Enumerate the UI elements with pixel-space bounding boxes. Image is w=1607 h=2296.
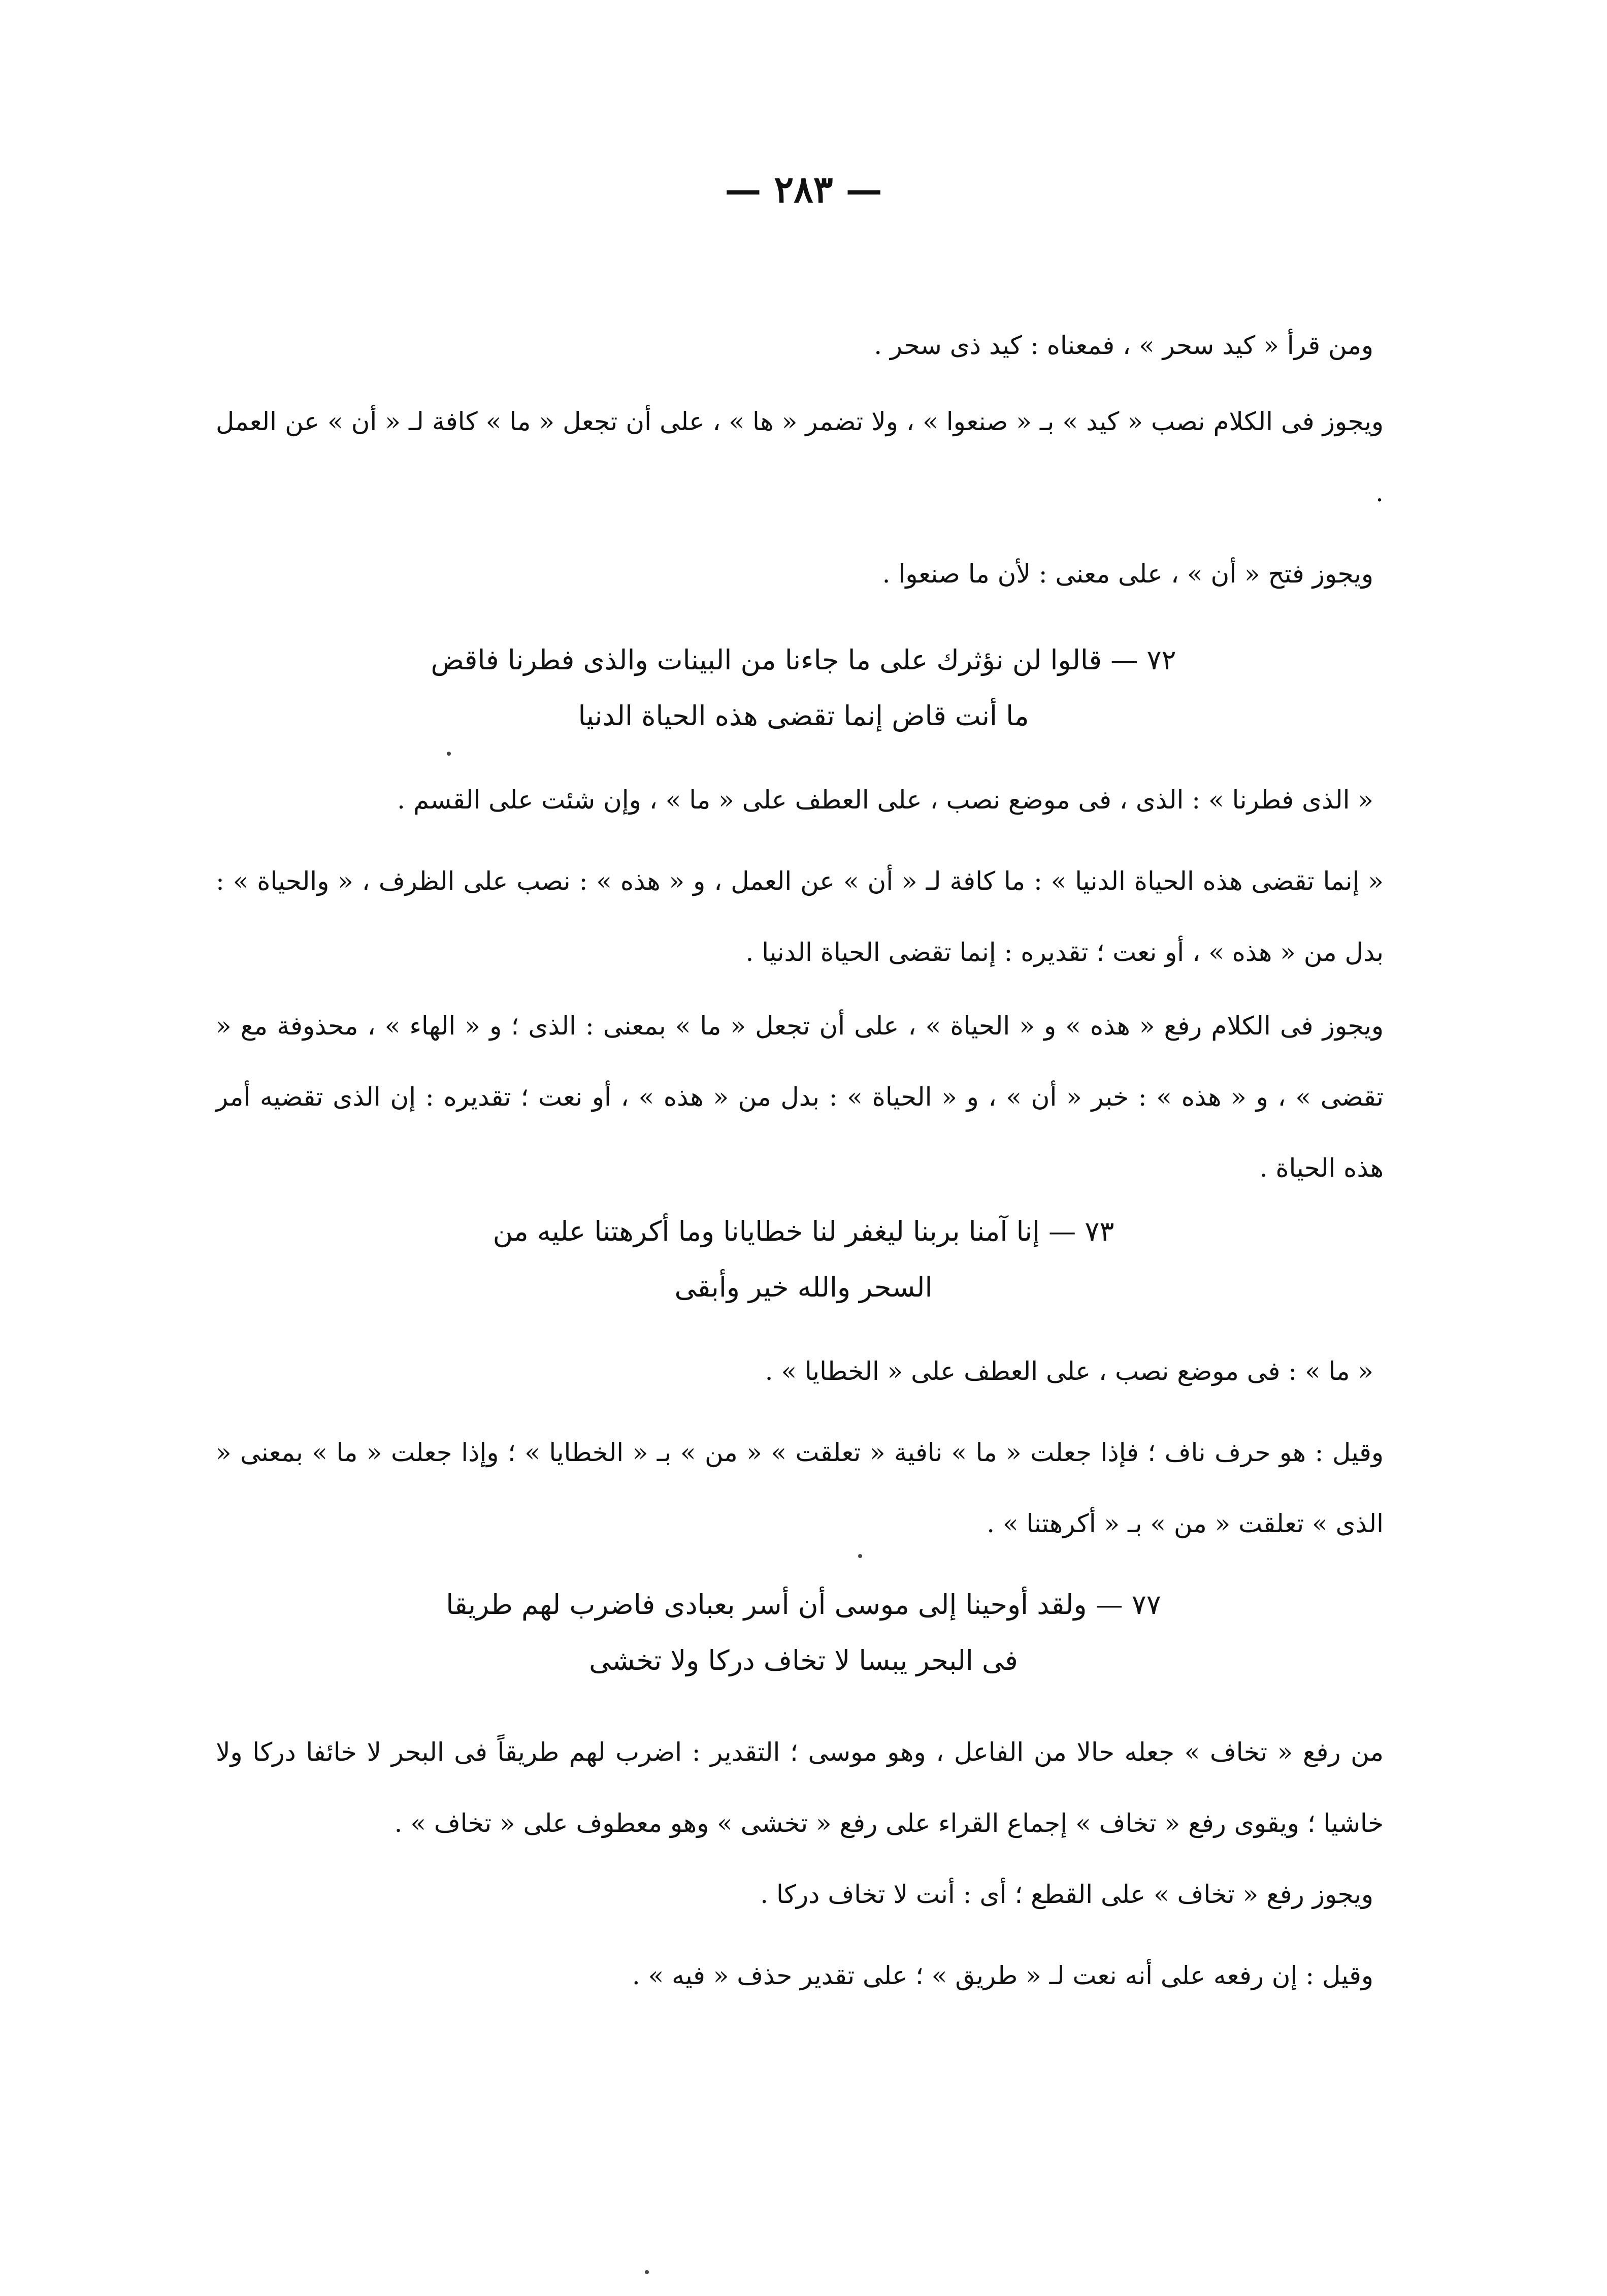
paragraph-qat: ويجوز رفع « تخاف » على القطع ؛ أى : أنت لا تخاف دركا . <box>760 1880 1373 1909</box>
paragraph-raf-hadhihi: ويجوز فى الكلام رفع « هذه » و « الحياة » ، على أن تجعل « ما » بمعنى : الذى ؛ و « الهاء » ، محذوفة مع « تقضى » ، و « هذه » : خبر « أن » ، و « الحياة » : بدل من « هذه » ، أو نعت ؛ تقديره : إن الذى تقضيه أمر هذه الحياة . <box>216 1011 1384 1183</box>
paragraph-ma-nasb: « ما » : فى موضع نصب ، على العطف على « الخطايا » . <box>765 1356 1373 1386</box>
verse-72-line-2: ما أنت قاض إنما تقضى هذه الحياة الدنيا <box>578 700 1029 732</box>
page-number: — ٢٨٣ — <box>725 168 882 211</box>
scan-speck <box>858 1554 862 1558</box>
verse-72-line-1: ٧٢ — قالوا لن نؤثرك على ما جاءنا من البينات والذى فطرنا فاقض <box>431 644 1176 676</box>
verse-72 <box>0 632 1607 744</box>
verse-73-line-2: السحر والله خير وأبقى <box>674 1271 933 1303</box>
paragraph-kayd-sihr: ومن قرأ « كيد سحر » ، فمعناه : كيد ذى سحر . <box>874 331 1373 360</box>
paragraph-alladhi-fatarana: « الذى فطرنا » : الذى ، فى موضع نصب ، على العطف على « ما » ، وإن شئت على القسم . <box>397 785 1373 815</box>
paragraph-nat-tariq: وقيل : إن رفعه على أنه نعت لـ « طريق » ؛ على تقدير حذف « فيه » . <box>632 1961 1373 1990</box>
verse-73 <box>0 1204 1607 1315</box>
verse-77 <box>0 1577 1607 1689</box>
paragraph-raf-takhaf: من رفع « تخاف » جعله حالا من الفاعل ، وهو موسى ؛ التقدير : اضرب لهم طريقاً فى البحر لا خائفا دركا ولا خاشيا ؛ ويقوى رفع « تخاف » إجماع القراء على رفع « تخشى » وهو معطوف على « تخاف » . <box>216 1737 1384 1838</box>
paragraph-harf-naf: وقيل : هو حرف ناف ؛ فإذا جعلت « ما » نافية « تعلقت » « من » بـ « الخطايا » ؛ وإذا جعلت « ما » بمعنى « الذى » تعلقت « من » بـ « أكرهتنا » . <box>216 1438 1384 1538</box>
verse-77-line-2: فى البحر يبسا لا تخاف دركا ولا تخشى <box>589 1644 1018 1676</box>
paragraph-nasb-kayd: ويجوز فى الكلام نصب « كيد » بـ « صنعوا » ، ولا تضمر « ها » ، على أن تجعل « ما » كافة لـ « أن » عن العمل . <box>216 407 1384 507</box>
paragraph-innama-taqdi: « إنما تقضى هذه الحياة الدنيا » : ما كافة لـ « أن » عن العمل ، و « هذه » : نصب على الظرف ، « والحياة » : بدل من « هذه » ، أو نعت ؛ تقديره : إنما تقضى الحياة الدنيا . <box>216 866 1384 967</box>
paragraph-fath-an: ويجوز فتح « أن » ، على معنى : لأن ما صنعوا . <box>882 559 1373 589</box>
verse-73-line-1: ٧٣ — إنا آمنا بربنا ليغفر لنا خطايانا وما أكرهتنا عليه من <box>493 1215 1114 1247</box>
scan-speck <box>447 752 451 756</box>
scan-speck <box>645 2270 649 2274</box>
verse-77-line-1: ٧٧ — ولقد أوحينا إلى موسى أن أسر بعبادى فاضرب لهم طريقا <box>446 1589 1161 1621</box>
